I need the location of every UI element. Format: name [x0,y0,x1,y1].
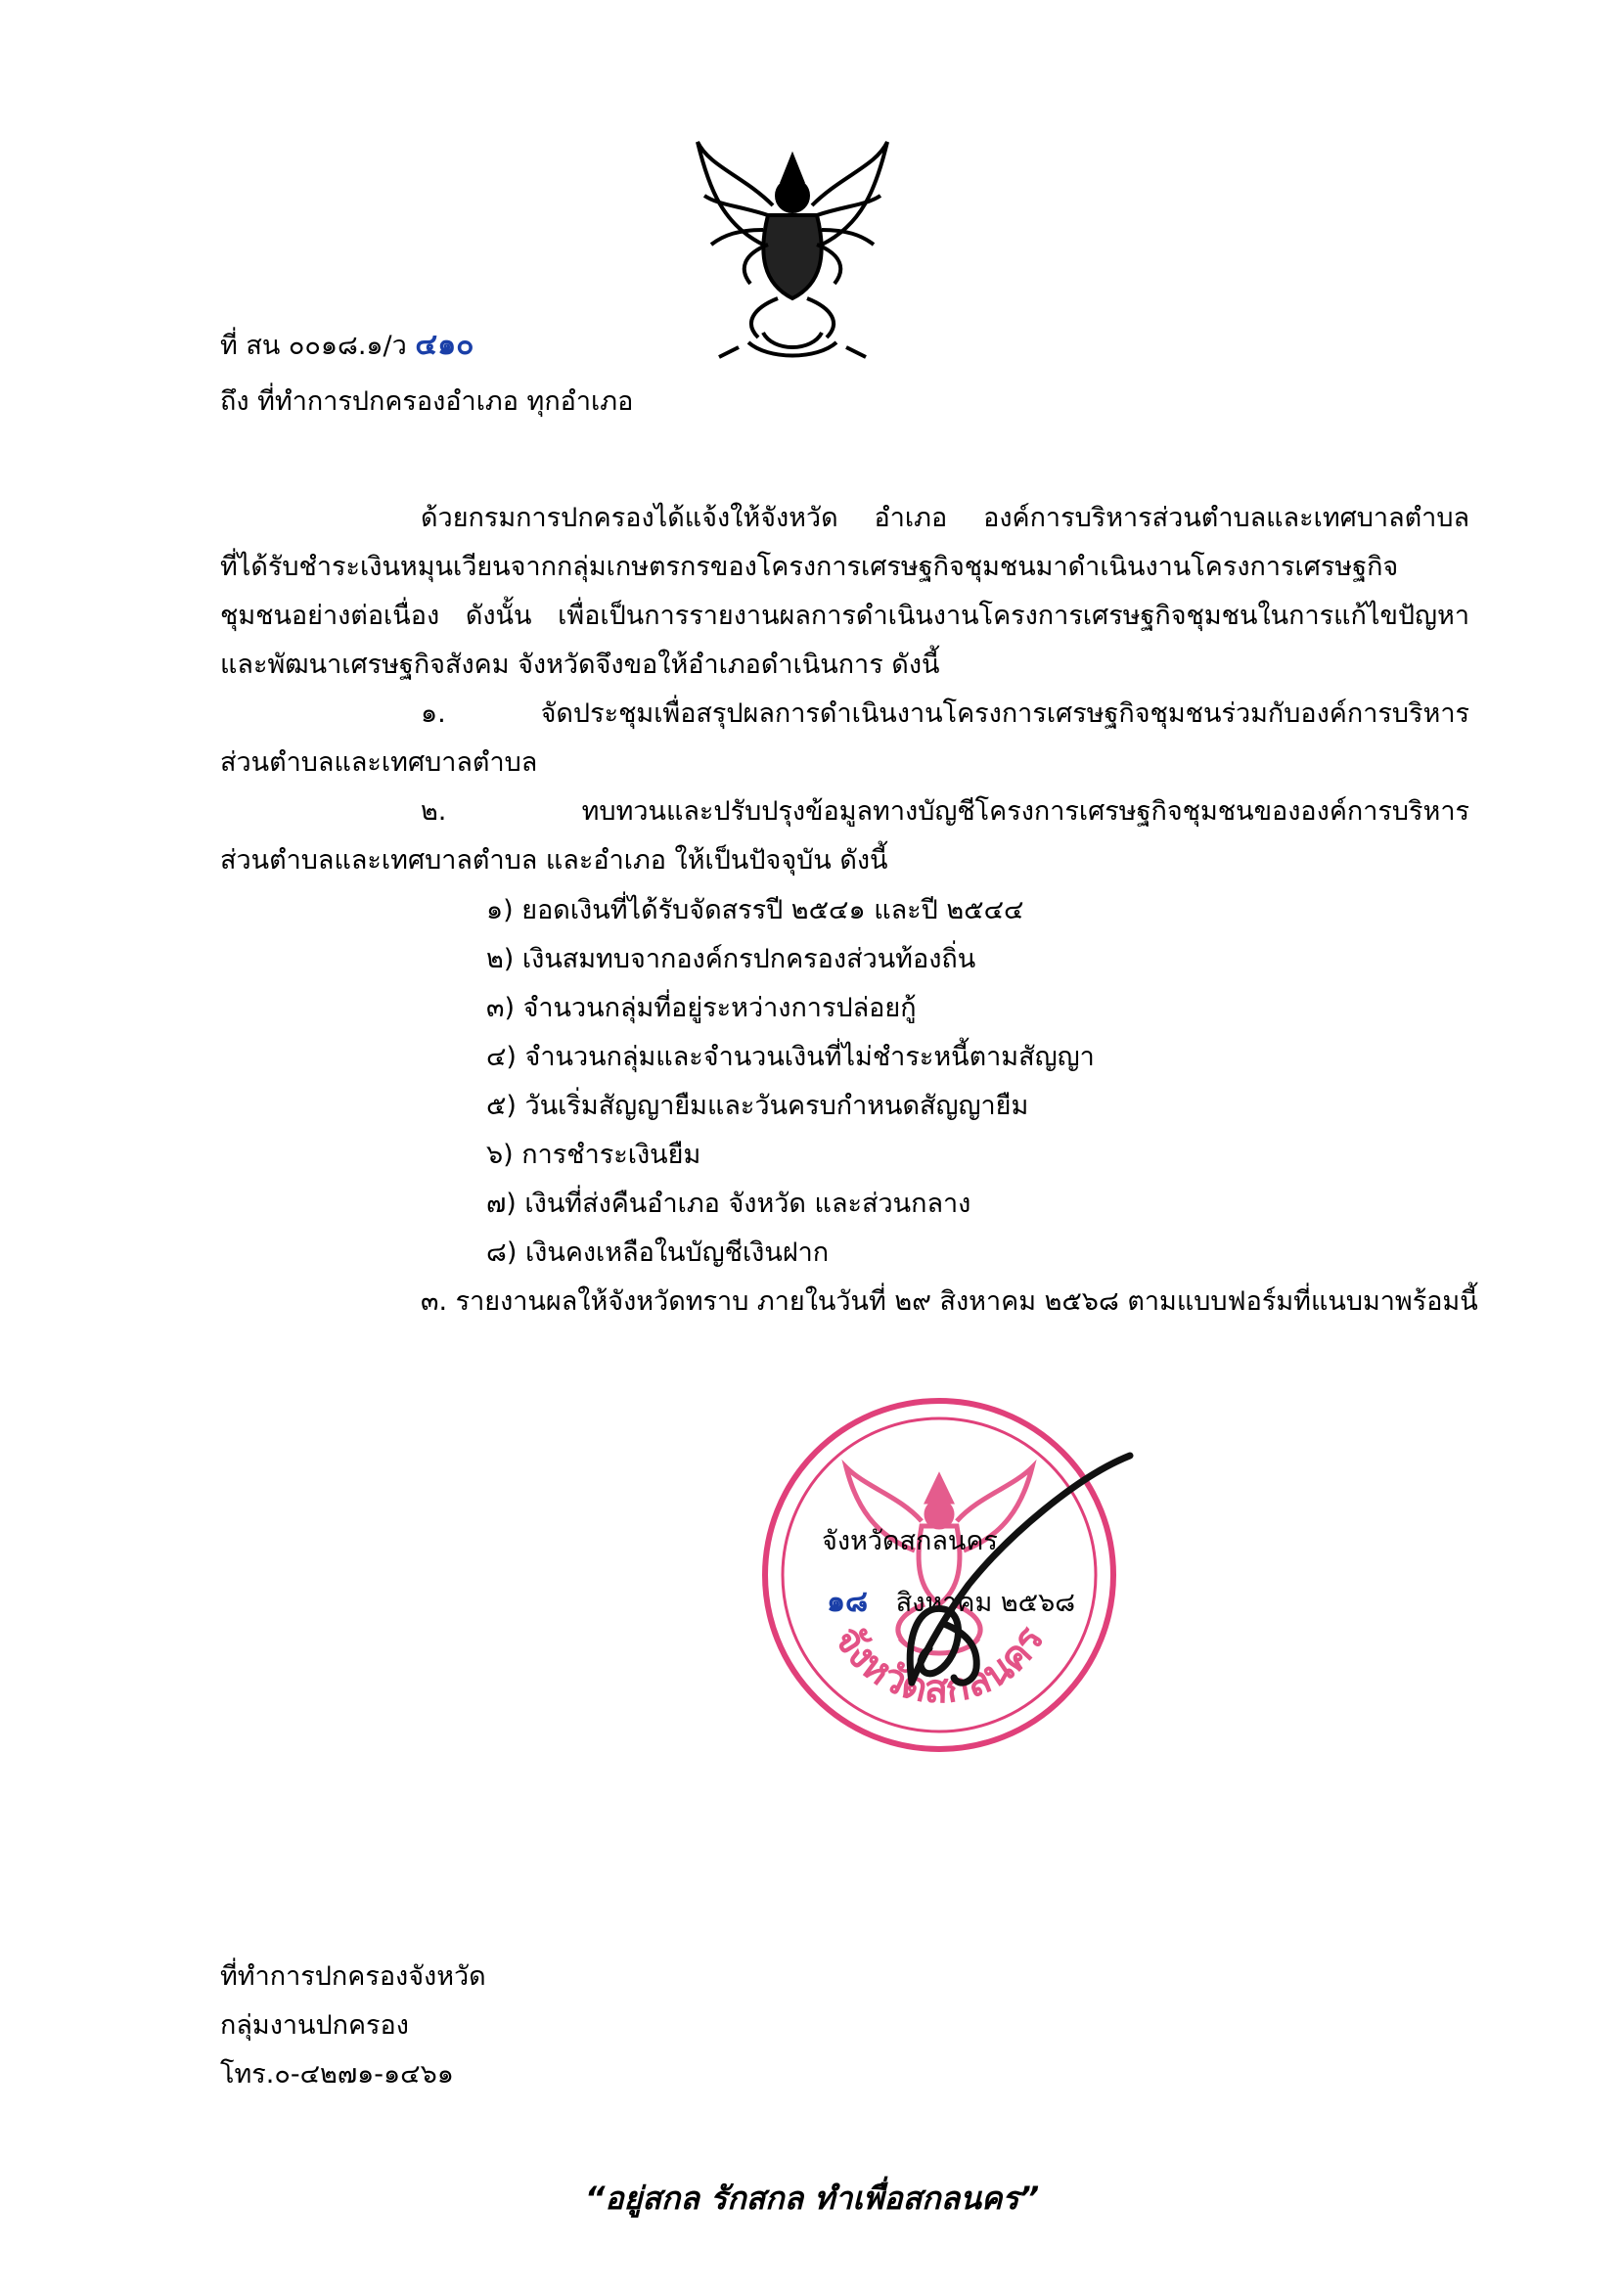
subitem: ๘) เงินคงเหลือในบัญชีเงินฝาก [486,1237,830,1268]
subitem: ๗) เงินที่ส่งคืนอำเภอ จังหวัด และส่วนกลาง [486,1189,971,1219]
paragraph-1-line-1: ด้วยกรมการปกครองได้แจ้งให้จังหวัด อำเภอ องค์การบริหารส่วนตำบลและเทศบาลตำบล [421,503,1469,533]
item-2-line-1: ๒. ทบทวนและปรับปรุงข้อมูลทางบัญชีโครงการเศรษฐกิจชุมชนขององค์การบริหาร [421,796,1469,827]
item-1-line-2: ส่วนตำบลและเทศบาลตำบล [220,747,538,778]
item-3: ๓. รายงานผลให้จังหวัดทราบ ภายในวันที่ ๒๙ สิงหาคม ๒๕๖๘ ตามแบบฟอร์มที่แนบมาพร้อมนี้ [421,1286,1478,1317]
paragraph-1-line-4: และพัฒนาเศรษฐกิจสังคม จังหวัดจึงขอให้อำเภอดำเนินการ ดังนี้ [220,650,940,680]
item-2-line-2: ส่วนตำบลและเทศบาลตำบล และอำเภอ ให้เป็นปัจจุบัน ดังนี้ [220,845,888,876]
seal-text: จังหวัดสกลนคร [825,1618,1054,1713]
signature-province: จังหวัดสกลนคร [822,1526,998,1556]
subitem: ๖) การชำระเงินยืม [486,1140,701,1170]
footer-division: กลุ่มงานปกครอง [220,2010,409,2041]
item-1-line-1: ๑. จัดประชุมเพื่อสรุปผลการดำเนินงานโครงการเศรษฐกิจชุมชนร่วมกับองค์การบริหาร [421,698,1469,729]
signature-day: ๑๘ [827,1585,869,1619]
signature-month-year: สิงหาคม ๒๕๖๘ [895,1588,1076,1618]
reference-number [220,328,474,364]
footer-office: ที่ทำการปกครองจังหวัด [220,1961,486,1992]
paragraph-1-line-3: ชุมชนอย่างต่อเนื่อง ดังนั้น เพื่อเป็นการรายงานผลการดำเนินงานโครงการเศรษฐกิจชุมชนในการแก้ไขปัญหา [220,601,1469,631]
subitem: ๔) จำนวนกลุ่มและจำนวนเงินที่ไม่ชำระหนี้ตามสัญญา [486,1042,1095,1072]
signature-icon [861,1438,1154,1712]
subitem: ๒) เงินสมทบจากองค์กรปกครองส่วนท้องถิ่น [486,944,976,974]
subitem: ๕) วันเริ่มสัญญายืมและวันครบกำหนดสัญญายืม [486,1091,1029,1121]
garuda-emblem-icon [690,137,895,362]
footer-phone: โทร.๐-๔๒๗๑-๑๔๖๑ [220,2059,454,2090]
recipient-line: ถึง ที่ทำการปกครองอำเภอ ทุกอำเภอ [220,386,634,417]
paragraph-1-line-2: ที่ได้รับชำระเงินหมุนเวียนจากกลุ่มเกษตรกรของโครงการเศรษฐกิจชุมชนมาดำเนินงานโครงการเศรษฐกิจ [220,552,1399,582]
reference-prefix: ที่ สน ๐๐๑๘.๑/ว [220,331,407,361]
subitem: ๑) ยอดเงินที่ได้รับจัดสรรปี ๒๕๔๑ และปี ๒๕๔๔ [486,895,1024,925]
subitem: ๓) จำนวนกลุ่มที่อยู่ระหว่างการปล่อยกู้ [486,993,917,1023]
reference-handwritten-number: ๔๑๐ [415,328,474,362]
slogan: “อยู่สกล รักสกล ทำเพื่อสกลนคร” [584,2180,1040,2217]
